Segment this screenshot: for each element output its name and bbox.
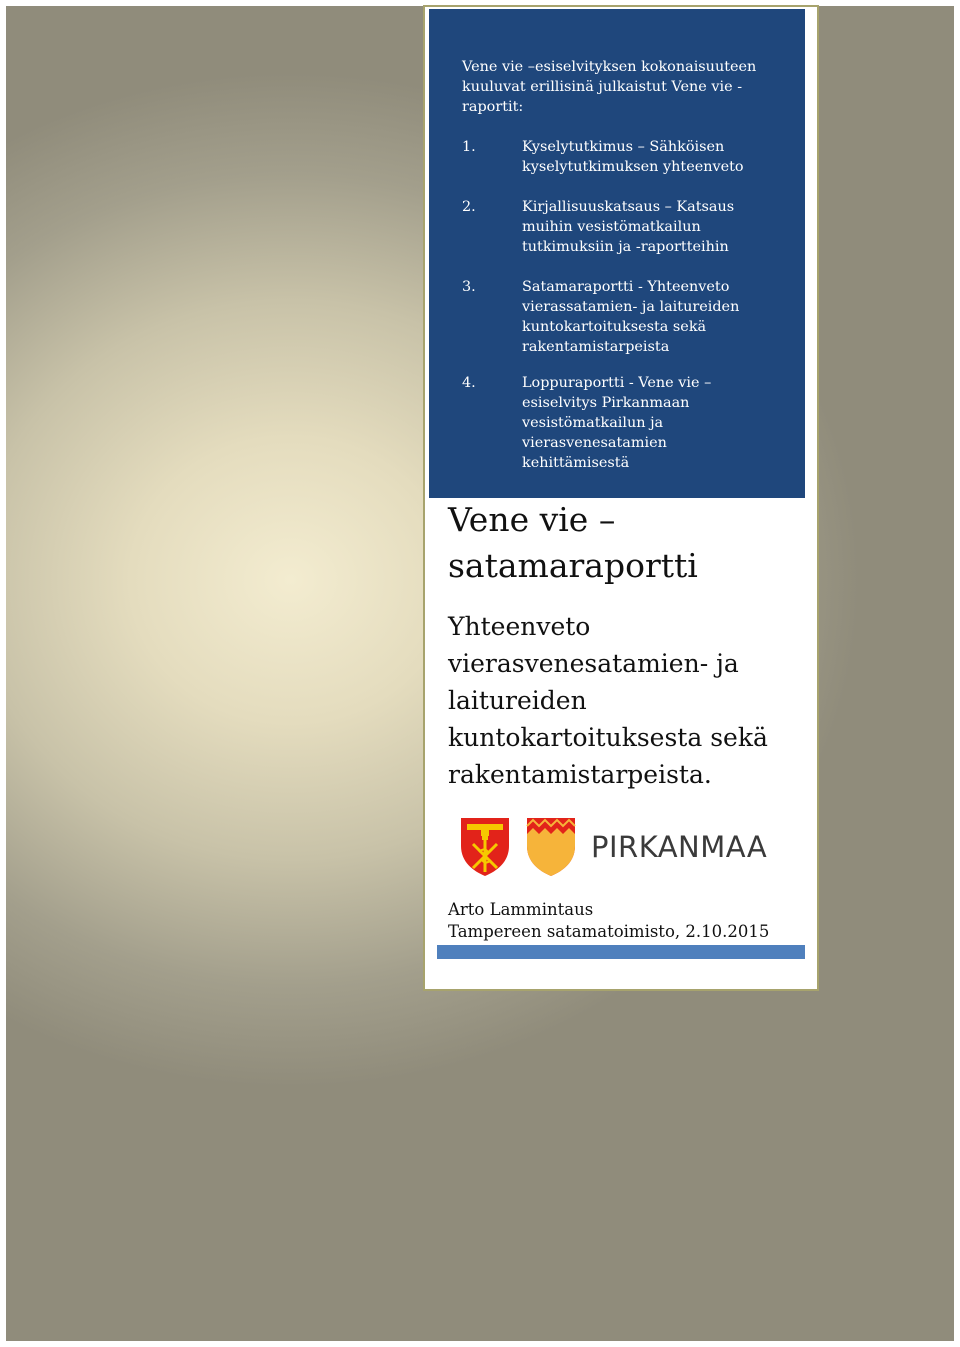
list-item: [462, 373, 765, 473]
author-affiliation-date: Tampereen satamatoimisto, 2.10.2015: [448, 922, 770, 941]
cover-card: [423, 5, 819, 991]
list-number: 1.: [462, 139, 476, 155]
list-item: [462, 137, 765, 177]
tampere-coat-of-arms-icon: [459, 816, 511, 878]
list-number: 4.: [462, 375, 476, 391]
accent-bar: [437, 945, 805, 959]
document-subtitle: Yhteenveto vierasvenesatamien- ja laitureiden kuntokartoituksesta sekä rakentamistarpeista.: [448, 612, 768, 789]
list-text: Loppuraportti - Vene vie – esiselvitys Pirkanmaan vesistömatkailun ja vierasvenesatamien kehittämisestä: [522, 375, 712, 471]
document-title: Vene vie – satamaraportti: [448, 500, 698, 585]
list-number: 3.: [462, 279, 476, 295]
report-series-panel: [429, 9, 805, 498]
report-list: [462, 137, 765, 473]
list-item: [462, 197, 765, 257]
logo-row: [459, 817, 779, 877]
list-item: [462, 277, 765, 357]
author-block: [448, 899, 808, 943]
author-name: Arto Lammintaus: [448, 900, 594, 919]
series-intro: Vene vie –esiselvityksen kokonaisuuteen kuuluvat erillisinä julkaistut Vene vie -raportit:: [462, 59, 757, 115]
region-wordmark: PIRKANMAA: [591, 830, 768, 864]
list-number: 2.: [462, 199, 476, 215]
list-text: Kirjallisuuskatsaus – Katsaus muihin vesistömatkailun tutkimuksiin ja -raportteihin: [522, 199, 735, 255]
list-text: Kyselytutkimus – Sähköisen kyselytutkimuksen yhteenveto: [522, 139, 744, 175]
pirkanmaa-coat-of-arms-icon: [525, 816, 577, 878]
list-text: Satamaraportti - Yhteenveto vierassatamien- ja laitureiden kuntokartoituksesta sekä rakentamistarpeista: [522, 279, 740, 355]
